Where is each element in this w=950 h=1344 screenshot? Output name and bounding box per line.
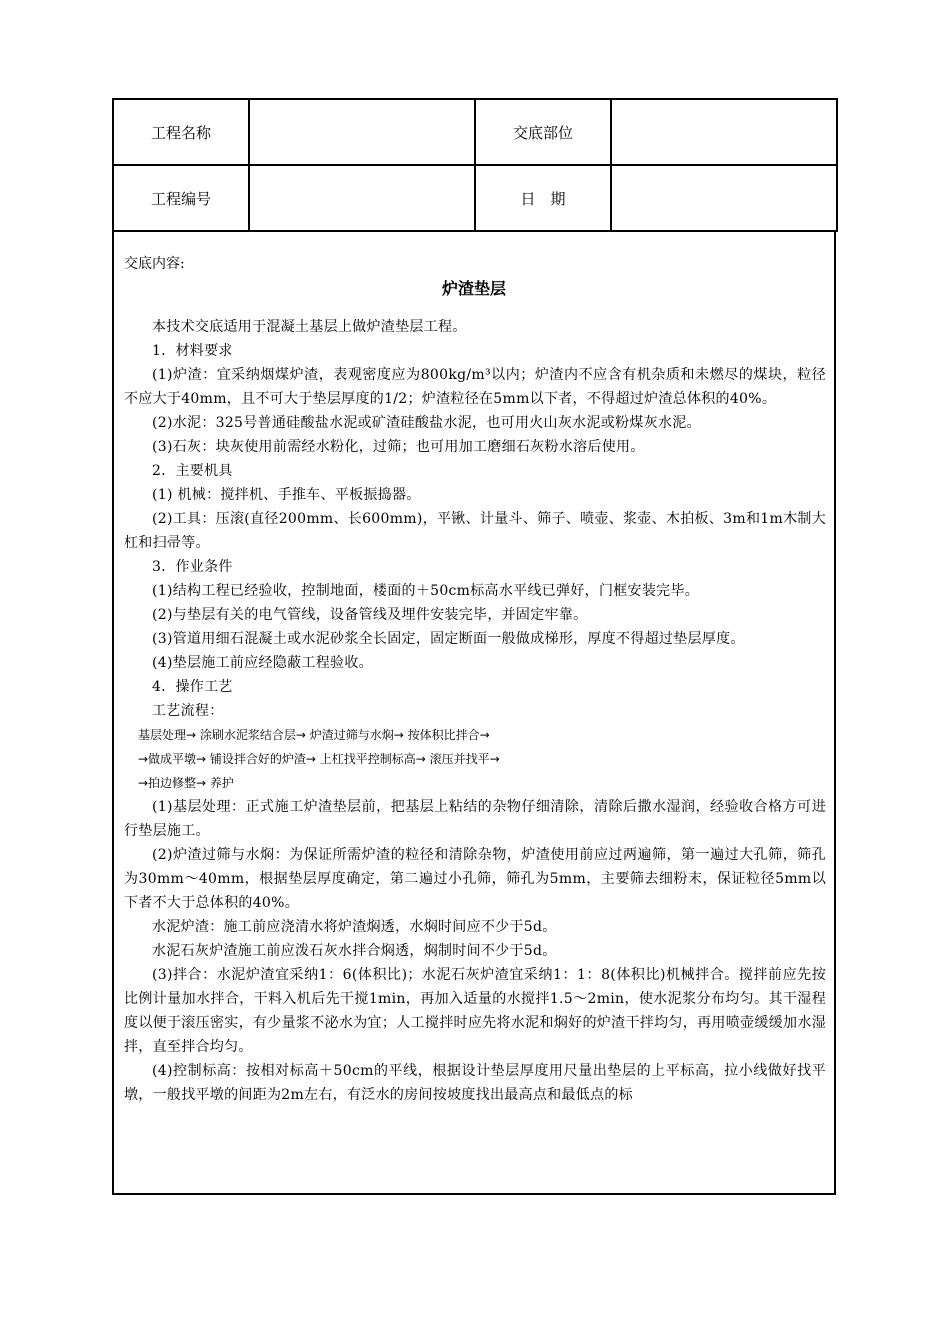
project-name-label: 工程名称 bbox=[113, 99, 249, 165]
process-flow-line: 基层处理→ 涂刷水泥浆结合层→ 炉渣过筛与水焖→ 按体积比拌合→ bbox=[138, 728, 490, 742]
section-heading: 2．主要机具 bbox=[152, 463, 233, 479]
paragraph: (2)工具：压滚(直径200mm、长600mm)，平锹、计量斗、筛子、喷壶、浆壶、木拍板、3m和1m木制大杠和扫帚等。 bbox=[124, 511, 826, 551]
paragraph: (4)控制标高：按相对标高＋50cm的平线，根据设计垫层厚度用尺量出垫层的上平标高，拉小线做好找平墩，一般找平墩的间距为2m左右，有泛水的房间按坡度找出最高点和最低点的标 bbox=[124, 1063, 826, 1103]
paragraph: (3)拌合：水泥炉渣宜采纳1：6(体积比)；水泥石灰炉渣宜采纳1：1：8(体积比)机械拌合。搅拌前应先按比例计量加水拌合，干料入机后先干搅1min，再加入适量的水搅拌1.5～2min，使水泥浆分布均匀。其干湿程度以便于滚压密实，有少量浆不泌水为宜；人工搅拌时应先将水泥和焖好的炉渣干拌均匀，再用喷壶缓缓加水湿拌，直至拌合均匀。 bbox=[124, 967, 826, 1055]
paragraph: 水泥石灰炉渣施工前应泼石灰水拌合焖透，焖制时间不少于5d。 bbox=[152, 943, 557, 959]
project-name-value bbox=[249, 99, 475, 165]
section-heading: 1．材料要求 bbox=[152, 343, 233, 359]
section-heading: 3．作业条件 bbox=[152, 559, 233, 575]
content-label: 交底内容: bbox=[124, 256, 185, 272]
handover-sheet bbox=[112, 98, 836, 1195]
paragraph: (3)管道用细石混凝土或水泥砂浆全长固定，固定断面一般做成梯形，厚度不得超过垫层厚度。 bbox=[152, 631, 745, 647]
paragraph: 工艺流程： bbox=[152, 703, 224, 719]
section-heading: 4．操作工艺 bbox=[152, 679, 233, 695]
content-body bbox=[114, 315, 834, 1107]
project-number-value bbox=[249, 165, 475, 231]
date-label: 日 期 bbox=[475, 165, 611, 231]
paragraph: (1) 机械：搅拌机、手推车、平板振捣器。 bbox=[152, 487, 421, 503]
header-table bbox=[112, 98, 838, 232]
date-value bbox=[611, 165, 837, 231]
paragraph: (1)炉渣：宜采纳烟煤炉渣，表观密度应为800kg/m³以内；炉渣内不应含有机杂质和未燃尽的煤块，粒径不应大于40mm，且不可大于垫层厚度的1/2；炉渣粒径在5mm以下者，不得超过炉渣总体积的40%。 bbox=[124, 367, 826, 407]
paragraph: (3)石灰：块灰使用前需经水粉化，过筛；也可用加工磨细石灰粉水溶后使用。 bbox=[152, 439, 645, 455]
process-flow-line: →做成平墩→ 铺设拌合好的炉渣→ 上杠找平控制标高→ 滚压并找平→ bbox=[138, 752, 500, 766]
header-row-1 bbox=[113, 99, 837, 165]
process-flow-line: →拍边修整→ 养护 bbox=[138, 776, 234, 790]
paragraph: (4)垫层施工前应经隐蔽工程验收。 bbox=[152, 655, 373, 671]
document-title: 炉渣垫层 bbox=[441, 279, 506, 298]
paragraph: 本技术交底适用于混凝土基层上做炉渣垫层工程。 bbox=[152, 319, 467, 335]
handover-part-value bbox=[611, 99, 837, 165]
paragraph: 水泥炉渣：施工前应浇清水将炉渣焖透，水焖时间应不少于5d。 bbox=[152, 919, 557, 935]
handover-part-label: 交底部位 bbox=[475, 99, 611, 165]
header-row-2 bbox=[113, 165, 837, 231]
paragraph: (2)炉渣过筛与水焖：为保证所需炉渣的粒径和清除杂物，炉渣使用前应过两遍筛，第一遍过大孔筛，筛孔为30mm～40mm，根据垫层厚度确定，第二遍过小孔筛，筛孔为5mm，主要筛去细粉末，保证粒径5mm以下者不大于总体积的40%。 bbox=[124, 847, 826, 911]
paragraph: (1)基层处理：正式施工炉渣垫层前，把基层上粘结的杂物仔细清除，清除后撒水湿润，经验收合格方可进行垫层施工。 bbox=[124, 799, 826, 839]
project-number-label: 工程编号 bbox=[113, 165, 249, 231]
paragraph: (2)水泥：325号普通硅酸盐水泥或矿渣硅酸盐水泥，也可用火山灰水泥或粉煤灰水泥。 bbox=[152, 415, 701, 431]
paragraph: (2)与垫层有关的电气管线，设备管线及埋件安装完毕，并固定牢靠。 bbox=[152, 607, 588, 623]
paragraph: (1)结构工程已经验收，控制地面，楼面的＋50cm标高水平线已弹好，门框安装完毕。 bbox=[152, 583, 700, 599]
handover-content bbox=[112, 232, 836, 1195]
